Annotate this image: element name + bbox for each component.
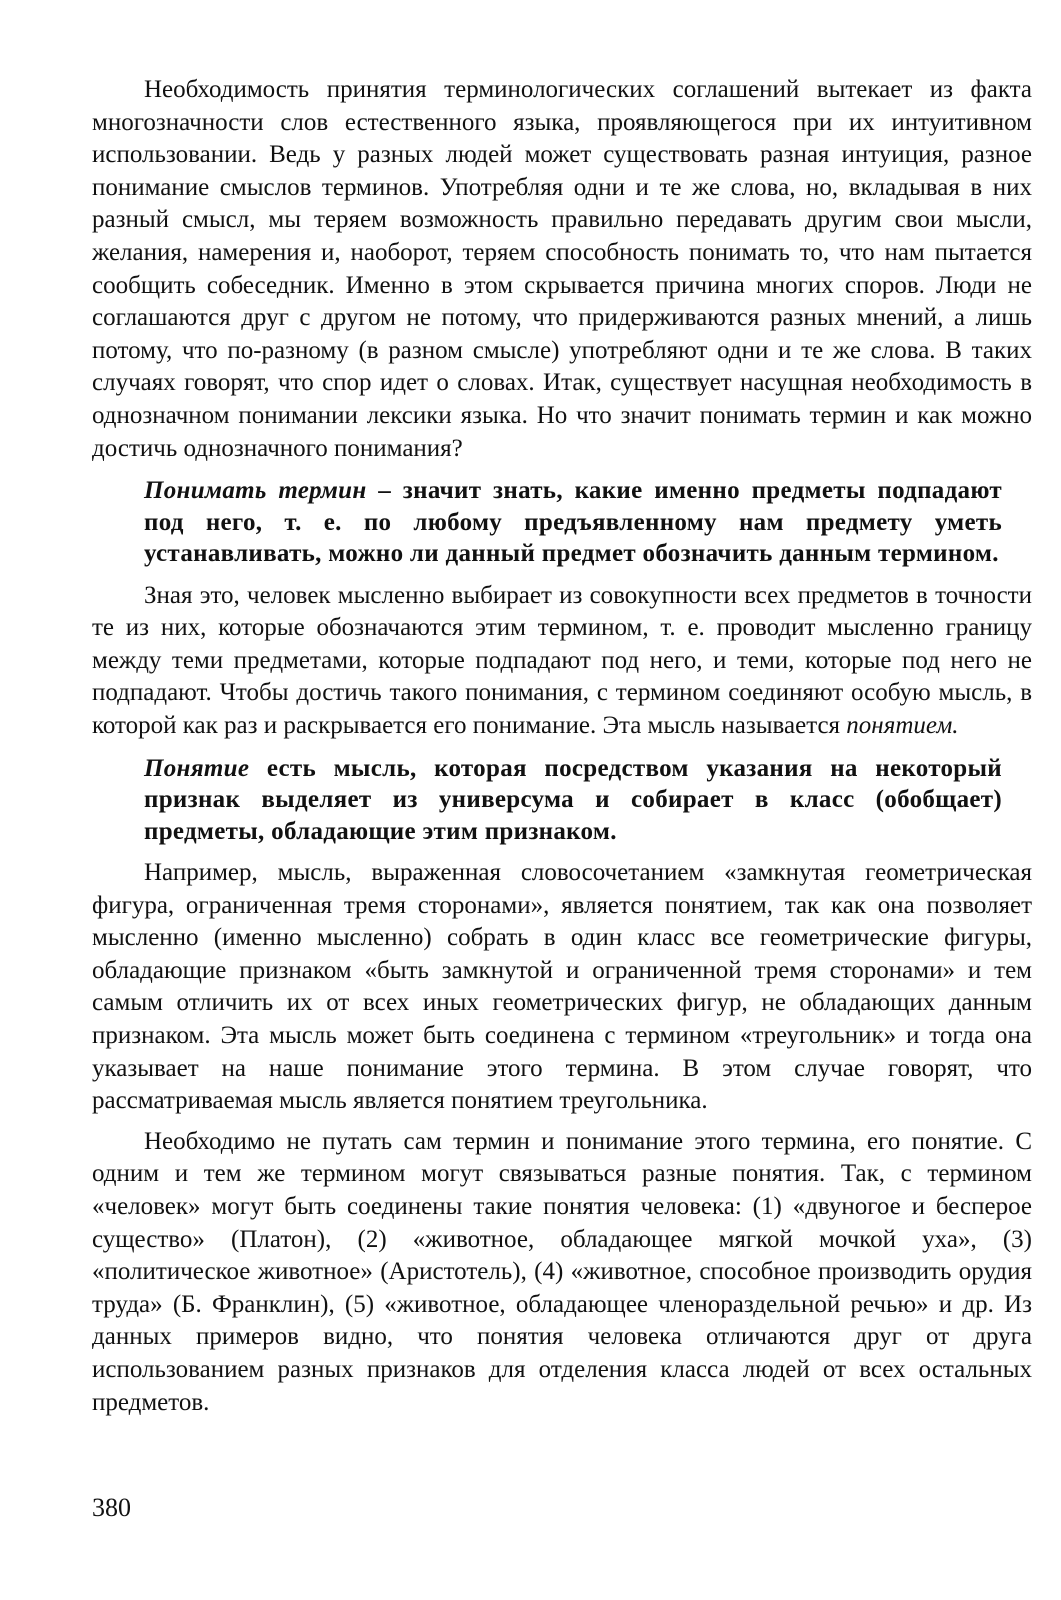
paragraph-terminology-agreements: Необходимость принятия терминологических соглашений вытекает из факта многозначности слов естественного языка, проявляющегося при их интуитивном использовании. Ведь у разных людей может существовать разная интуиция, разное понимание смыслов терминов. Употребляя одни и те же слова, но, вкладывая в них разный смысл, мы теряем возможность правильно передавать другим свои мысли, желания, намерения и, наоборот, теряем способность понимать то, что нам пытается сообщить собеседник. Именно в этом скрывается причина многих споров. Люди не соглашаются друг с другом не потому, что придерживаются разных мнений, а лишь потому, что по-разному (в разном смысле) употребляют одни и те же слова. В таких случаях говорят, что спор идет о словах. Итак, существует насущная необходимость в однозначном понимании лексики языка. Но что значит понимать термин и как можно достичь однозначного понимания? <box>92 76 1032 462</box>
page-number: 380 <box>92 1493 131 1522</box>
paragraph-triangle-example: Например, мысль, выраженная словосочетанием «замкнутая геометрическая фигура, ограниченная тремя сторонами», является понятием, так как она позволяет мысленно (именно мысленно) собрать в один класс все геометрические фигуры, обладающие признаком «быть замкнутой и ограниченной тремя сторонами» и тем самым отличить их от всех иных геометрических фигур, не обладающих данным признаком. Эта мысль может быть соединена с термином «треугольник» и тогда она указывает на наше понимание этого термина. В этом случае говорят, что рассматриваемая мысль является понятием треугольника. <box>92 859 1032 1115</box>
paragraph-concept-intro <box>92 580 1032 743</box>
page-body <box>92 74 1032 1419</box>
definition-term: Понятие <box>144 754 250 782</box>
paragraph-human-concepts: Необходимо не путать сам термин и понимание этого термина, его понятие. С одним и тем же термином могут связываться разные понятия. Так, с термином «человек» могут быть соединены такие понятия человека: (1) «двуногое и бесперое существо» (Платон), (2) «животное, обладающее мягкой мочкой уха», (3) «политическое животное» (Аристотель), (4) «животное, способное производить орудия труда» (Б. Франклин), (5) «животное, обладающее членораздельной речью» и др. Из данных примеров видно, что понятия человека отличаются друг от друга использованием разных признаков для отделения класса людей от всех остальных предметов. <box>92 1127 1032 1416</box>
emphasized-word: понятием. <box>846 712 959 739</box>
definition-text: – значит знать, какие именно предметы подпадают под него, т. е. по любому предъявленному нам предмету уметь устанавливать, можно ли данный предмет обозначить данным термином. <box>144 477 1002 568</box>
definition-understanding-term <box>144 475 1002 570</box>
paragraph-text: Зная это, человек мысленно выбирает из совокупности всех предметов в точности те из них, которые обозначаются этим термином, т. е. проводит мысленно границу между теми предметами, которые подпадают под него, и теми, которые под него не подпадают. Чтобы достичь такого понимания, с термином соединяют особую мысль, в которой как раз и раскрывается его понимание. Эта мысль называется <box>92 581 1032 739</box>
definition-concept <box>144 753 1002 848</box>
definition-text: есть мысль, которая посредством указания на некоторый признак выделяет из универсума и собирает в класс (обобщает) предметы, обладающие этим признаком. <box>144 754 1002 845</box>
definition-term: Понимать термин <box>144 477 367 505</box>
